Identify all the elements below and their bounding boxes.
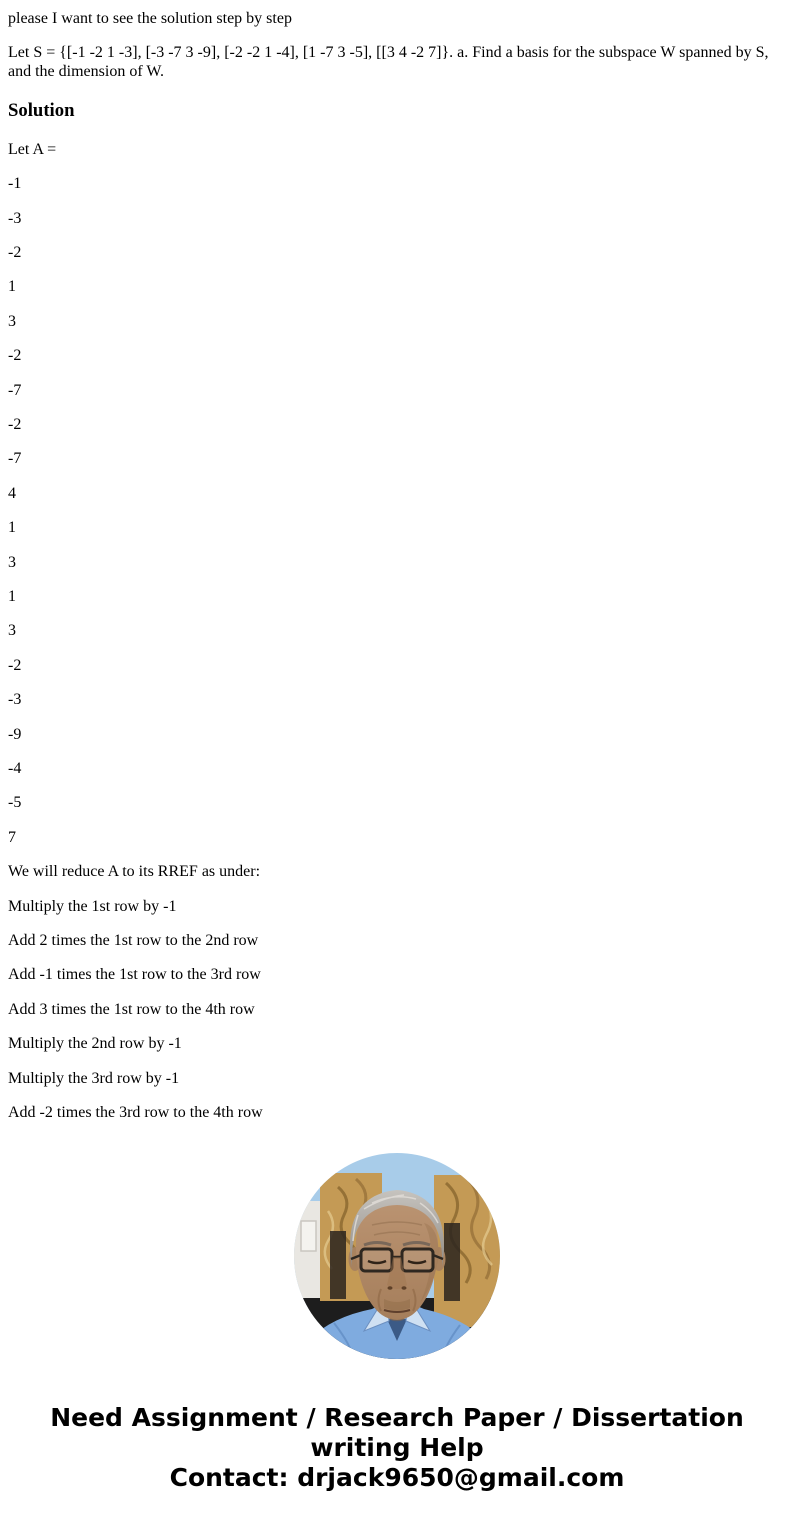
row-operation-step: Add 2 times the 1st row to the 2nd row <box>8 932 259 950</box>
footer-help-text: Need Assignment / Research Paper / Dissertation writing Help <box>50 1402 744 1462</box>
matrix-entry: 3 <box>8 553 16 571</box>
row-operations-list <box>8 898 786 1123</box>
matrix-entry: 1 <box>8 278 16 296</box>
tutor-photo-illustration <box>294 1153 500 1359</box>
row-operation-step: Multiply the 3rd row by -1 <box>8 1069 180 1087</box>
row-operation-step: Add 3 times the 1st row to the 4th row <box>8 1000 255 1018</box>
matrix-entries-list <box>8 175 786 847</box>
matrix-entry: -3 <box>8 209 22 227</box>
matrix-entry: 3 <box>8 312 16 330</box>
matrix-intro: Let A = <box>8 140 57 158</box>
matrix-entry: -2 <box>8 243 22 261</box>
row-operation-step: Multiply the 2nd row by -1 <box>8 1035 182 1053</box>
tutor-photo <box>294 1153 500 1359</box>
matrix-entry: -2 <box>8 656 22 674</box>
matrix-entry: 3 <box>8 622 16 640</box>
matrix-entry: -3 <box>8 691 22 709</box>
row-operation-step: Add -1 times the 1st row to the 3rd row <box>8 966 261 984</box>
matrix-entry: -2 <box>8 415 22 433</box>
footer-contact-email: Contact: drjack9650@gmail.com <box>169 1462 625 1492</box>
solution-heading: Solution <box>8 100 75 122</box>
matrix-entry: -7 <box>8 381 22 399</box>
matrix-entry: -1 <box>8 175 22 193</box>
problem-statement: Let S = {[-1 -2 1 -3], [-3 -7 3 -9], [-2 -2 1 -4], [1 -7 3 -5], [[3 4 -2 7]}. a. Find a basis for the subspace W spanned by S, and the dimension of W. <box>8 44 769 80</box>
matrix-entry: -4 <box>8 760 22 778</box>
user-request: please I want to see the solution step by step <box>8 10 292 27</box>
matrix-entry: 7 <box>8 828 16 846</box>
right-panel <box>434 1175 500 1327</box>
row-operation-step: Multiply the 1st row by -1 <box>8 897 177 915</box>
footer-banner <box>8 1403 786 1493</box>
matrix-entry: -9 <box>8 725 22 743</box>
matrix-entry: -5 <box>8 794 22 812</box>
matrix-entry: 1 <box>8 588 16 605</box>
matrix-entry: -7 <box>8 450 22 468</box>
rref-intro: We will reduce A to its RREF as under: <box>8 863 261 881</box>
row-operation-step: Add -2 times the 3rd row to the 4th row <box>8 1104 263 1122</box>
matrix-entry: 4 <box>8 484 16 502</box>
matrix-entry: 1 <box>8 519 16 537</box>
matrix-entry: -2 <box>8 347 22 365</box>
